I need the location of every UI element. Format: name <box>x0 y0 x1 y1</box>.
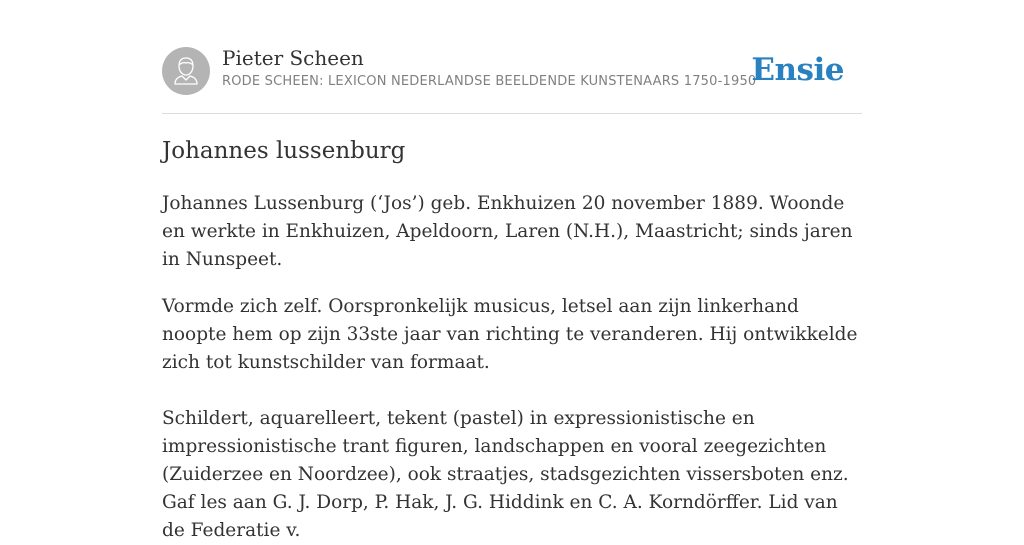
article-paragraph: Schildert, aquarelleert, tekent (pastel) in expressionistische en impressionistische trant figuren, landschappen en vooral zeegezichten (Zuiderzee en Noordzee), ook straatjes, stadsgezichten vissersboten enz. Gaf les aan G. J. Dorp, P. Hak, J. G. Hiddink en C. A. Korndörffer. Lid van de Federatie v. <box>162 408 849 541</box>
article-paragraph: Johannes Lussenburg (‘Jos’) geb. Enkhuizen 20 november 1889. Woonde en werkte in Enkhuizen, Apeldoorn, Laren (N.H.), Maastricht; sinds jaren in Nunspeet. <box>162 193 853 270</box>
author-name[interactable]: Pieter Scheen <box>222 46 364 70</box>
article-title: Johannes lussenburg <box>162 138 406 164</box>
page-content <box>162 0 862 541</box>
article-paragraph: Vormde zich zelf. Oorspronkelijk musicus, letsel aan zijn linkerhand noopte hem op zijn 33ste jaar van richting te veranderen. Hij ontwikkelde zich tot kunstschilder van formaat. <box>162 296 858 373</box>
article-header <box>162 0 862 114</box>
brand-logo[interactable]: Ensie <box>751 52 844 88</box>
author-avatar[interactable] <box>162 47 210 95</box>
source-title[interactable]: RODE SCHEEN: LEXICON NEDERLANDSE BEELDENDE KUNSTENAARS 1750-1950 <box>222 74 757 89</box>
user-silhouette-icon <box>162 47 210 95</box>
